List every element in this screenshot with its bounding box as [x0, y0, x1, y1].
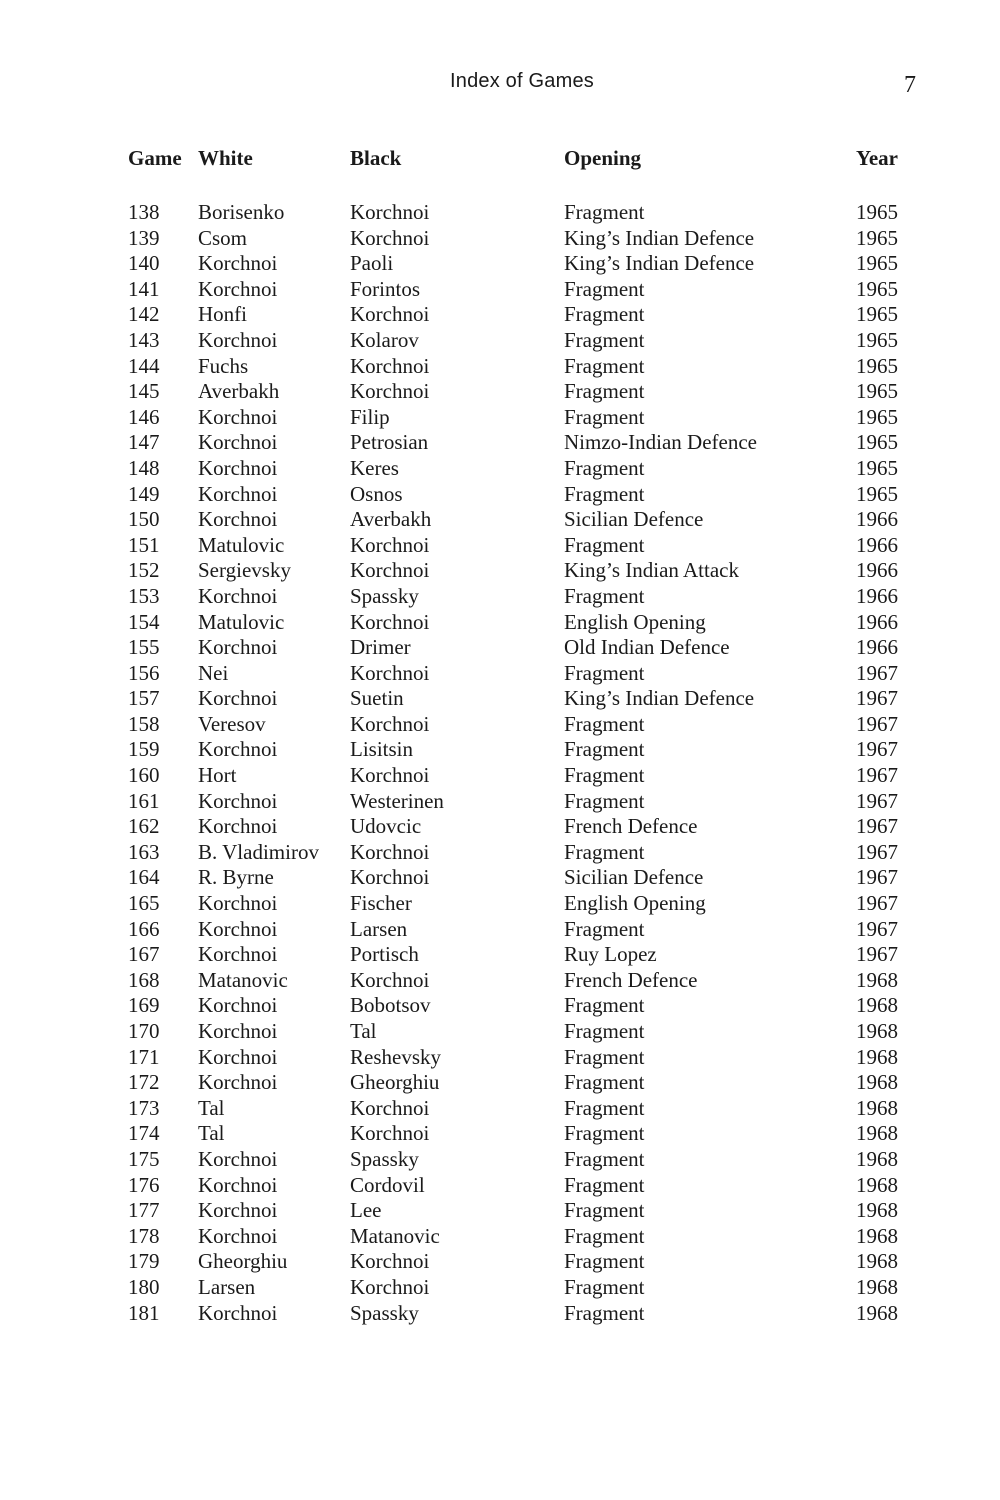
cell-game-number: 174: [128, 1121, 160, 1146]
table-row: [128, 942, 898, 968]
cell-black-player: Kolarov: [350, 327, 419, 352]
cell-game-number: 151: [128, 532, 160, 557]
cell-black-player: Larsen: [350, 916, 408, 941]
cell-white-player: Korchnoi: [198, 1019, 278, 1043]
cell-black-player: Korchnoi: [350, 558, 430, 583]
table-row: [128, 1173, 898, 1199]
cell-year: 1965: [856, 379, 898, 404]
cell-opening: French Defence: [564, 814, 698, 839]
cell-year: 1966: [856, 532, 898, 557]
cell-black-player: Korchnoi: [350, 379, 430, 404]
table-row: [128, 328, 898, 354]
cell-opening: Sicilian Defence: [564, 865, 704, 890]
cell-game-number: 156: [128, 660, 160, 685]
cell-black-player: Drimer: [350, 635, 411, 660]
table-row: [128, 968, 898, 994]
cell-opening: Old Indian Defence: [564, 635, 730, 660]
cell-opening: Fragment: [564, 327, 645, 352]
cell-opening: English Opening: [564, 609, 706, 634]
table-row: [128, 1070, 898, 1096]
cell-year: 1965: [856, 481, 898, 506]
cell-opening: Nimzo-Indian Defence: [564, 430, 757, 455]
cell-year: 1966: [856, 635, 898, 660]
cell-game-number: 160: [128, 763, 160, 788]
cell-opening: Fragment: [564, 660, 645, 685]
cell-year: 1965: [856, 455, 898, 480]
cell-white-player: Korchnoi: [198, 507, 278, 532]
cell-black-player: Forintos: [350, 276, 421, 301]
cell-year: 1968: [856, 1223, 898, 1248]
cell-white-player: Korchnoi: [198, 404, 278, 429]
table-row: [128, 1147, 898, 1173]
table-row: [128, 302, 898, 328]
cell-white-player: Nei: [198, 660, 229, 685]
cell-black-player: Lisitsin: [350, 737, 414, 762]
cell-opening: Fragment: [564, 1095, 645, 1120]
cell-black-player: Lee: [350, 1198, 382, 1223]
cell-opening: Fragment: [564, 916, 645, 941]
cell-year: 1968: [856, 1121, 898, 1146]
cell-black-player: Korchnoi: [350, 200, 430, 224]
cell-opening: Fragment: [564, 763, 645, 788]
cell-opening: Fragment: [564, 200, 645, 224]
table-row: [128, 558, 898, 584]
cell-white-player: Korchnoi: [198, 1070, 278, 1095]
cell-game-number: 152: [128, 558, 160, 583]
cell-game-number: 178: [128, 1223, 160, 1248]
cell-white-player: Korchnoi: [198, 814, 278, 839]
cell-year: 1968: [856, 967, 898, 992]
cell-black-player: Korchnoi: [350, 532, 430, 557]
cell-opening: Fragment: [564, 1019, 645, 1043]
cell-opening: Fragment: [564, 276, 645, 301]
cell-black-player: Korchnoi: [350, 865, 430, 890]
cell-year: 1967: [856, 891, 898, 916]
cell-white-player: Korchnoi: [198, 583, 278, 608]
cell-opening: Fragment: [564, 404, 645, 429]
table-row: [128, 405, 898, 431]
cell-opening: Fragment: [564, 481, 645, 506]
table-row: [128, 482, 898, 508]
cell-year: 1965: [856, 327, 898, 352]
cell-opening: Fragment: [564, 302, 645, 327]
cell-game-number: 141: [128, 276, 160, 301]
cell-white-player: Korchnoi: [198, 686, 278, 711]
cell-white-player: Korchnoi: [198, 1044, 278, 1069]
cell-year: 1967: [856, 788, 898, 813]
cell-black-player: Spassky: [350, 1300, 419, 1325]
column-header-year: Year: [856, 146, 898, 170]
cell-opening: Fragment: [564, 1172, 645, 1197]
cell-game-number: 180: [128, 1274, 160, 1299]
cell-year: 1967: [856, 660, 898, 685]
cell-black-player: Westerinen: [350, 788, 444, 813]
cell-game-number: 168: [128, 967, 160, 992]
table-row: [128, 277, 898, 303]
table-row: [128, 1019, 898, 1045]
cell-game-number: 164: [128, 865, 160, 890]
cell-black-player: Korchnoi: [350, 1249, 430, 1274]
table-row: [128, 1096, 898, 1122]
cell-game-number: 159: [128, 737, 160, 762]
cell-white-player: Korchnoi: [198, 916, 278, 941]
cell-year: 1968: [856, 1070, 898, 1095]
cell-year: 1968: [856, 1300, 898, 1325]
cell-white-player: Hort: [198, 763, 237, 788]
cell-white-player: B. Vladimirov: [198, 839, 319, 864]
cell-game-number: 165: [128, 891, 160, 916]
cell-black-player: Korchnoi: [350, 763, 430, 788]
table-row: [128, 789, 898, 815]
cell-year: 1968: [856, 1249, 898, 1274]
cell-game-number: 153: [128, 583, 160, 608]
cell-white-player: Borisenko: [198, 200, 285, 224]
cell-opening: King’s Indian Defence: [564, 225, 755, 250]
cell-opening: Fragment: [564, 1146, 645, 1171]
table-row: [128, 635, 898, 661]
cell-opening: Fragment: [564, 711, 645, 736]
cell-white-player: Korchnoi: [198, 430, 278, 455]
cell-year: 1966: [856, 583, 898, 608]
table-row: [128, 763, 898, 789]
cell-white-player: Csom: [198, 225, 248, 250]
cell-game-number: 167: [128, 942, 160, 967]
table-row: [128, 200, 898, 226]
cell-black-player: Korchnoi: [350, 967, 430, 992]
cell-white-player: Korchnoi: [198, 1198, 278, 1223]
cell-game-number: 170: [128, 1019, 160, 1043]
table-row: [128, 456, 898, 482]
cell-game-number: 162: [128, 814, 160, 839]
cell-black-player: Reshevsky: [350, 1044, 441, 1069]
table-row: [128, 226, 898, 252]
cell-black-player: Osnos: [350, 481, 403, 506]
cell-year: 1968: [856, 1146, 898, 1171]
table-row: [128, 1198, 898, 1224]
cell-opening: Fragment: [564, 353, 645, 378]
cell-year: 1968: [856, 1019, 898, 1043]
cell-game-number: 143: [128, 327, 160, 352]
cell-white-player: Korchnoi: [198, 788, 278, 813]
table-row: [128, 533, 898, 559]
cell-year: 1965: [856, 353, 898, 378]
cell-opening: Fragment: [564, 1249, 645, 1274]
cell-opening: Fragment: [564, 1300, 645, 1325]
cell-opening: Fragment: [564, 993, 645, 1018]
table-row: [128, 840, 898, 866]
cell-year: 1966: [856, 558, 898, 583]
cell-black-player: Korchnoi: [350, 660, 430, 685]
cell-white-player: Korchnoi: [198, 251, 278, 276]
cell-opening: Fragment: [564, 455, 645, 480]
cell-game-number: 157: [128, 686, 160, 711]
cell-game-number: 144: [128, 353, 160, 378]
cell-opening: Fragment: [564, 379, 645, 404]
cell-game-number: 177: [128, 1198, 160, 1223]
cell-year: 1965: [856, 251, 898, 276]
table-row: [128, 661, 898, 687]
cell-white-player: Gheorghiu: [198, 1249, 288, 1274]
cell-game-number: 169: [128, 993, 160, 1018]
cell-game-number: 166: [128, 916, 160, 941]
cell-game-number: 173: [128, 1095, 160, 1120]
table-row: [128, 891, 898, 917]
cell-white-player: Korchnoi: [198, 1223, 278, 1248]
cell-white-player: Matulovic: [198, 532, 285, 557]
cell-white-player: Korchnoi: [198, 635, 278, 660]
cell-year: 1966: [856, 507, 898, 532]
table-row: [128, 814, 898, 840]
cell-white-player: Korchnoi: [198, 1300, 278, 1325]
cell-black-player: Filip: [350, 404, 390, 429]
cell-white-player: Korchnoi: [198, 1146, 278, 1171]
cell-black-player: Suetin: [350, 686, 404, 711]
cell-year: 1967: [856, 686, 898, 711]
cell-game-number: 154: [128, 609, 160, 634]
cell-white-player: Honfi: [198, 302, 247, 327]
table-row: [128, 379, 898, 405]
cell-black-player: Spassky: [350, 583, 419, 608]
cell-black-player: Fischer: [350, 891, 412, 916]
cell-game-number: 161: [128, 788, 160, 813]
cell-year: 1965: [856, 276, 898, 301]
cell-opening: Fragment: [564, 1274, 645, 1299]
page-number: 7: [904, 72, 916, 98]
column-header-white: White: [198, 146, 253, 170]
cell-year: 1968: [856, 1198, 898, 1223]
column-header-opening: Opening: [564, 146, 642, 170]
cell-white-player: R. Byrne: [198, 865, 274, 890]
cell-white-player: Fuchs: [198, 353, 249, 378]
cell-year: 1968: [856, 993, 898, 1018]
table-row: [128, 686, 898, 712]
table-header-row: [128, 146, 898, 178]
cell-white-player: Tal: [198, 1095, 225, 1120]
cell-white-player: Matulovic: [198, 609, 285, 634]
cell-game-number: 145: [128, 379, 160, 404]
column-header-black: Black: [350, 146, 402, 170]
table-row: [128, 1045, 898, 1071]
cell-game-number: 176: [128, 1172, 160, 1197]
cell-year: 1967: [856, 814, 898, 839]
cell-game-number: 148: [128, 455, 160, 480]
cell-game-number: 140: [128, 251, 160, 276]
table-row: [128, 737, 898, 763]
cell-black-player: Korchnoi: [350, 609, 430, 634]
table-row: [128, 993, 898, 1019]
table-row: [128, 712, 898, 738]
cell-year: 1965: [856, 225, 898, 250]
cell-game-number: 149: [128, 481, 160, 506]
cell-black-player: Spassky: [350, 1146, 419, 1171]
cell-year: 1965: [856, 430, 898, 455]
cell-opening: Fragment: [564, 1223, 645, 1248]
cell-game-number: 146: [128, 404, 160, 429]
cell-white-player: Sergievsky: [198, 558, 291, 583]
cell-white-player: Korchnoi: [198, 942, 278, 967]
column-header-game: Game: [128, 146, 182, 170]
cell-year: 1965: [856, 302, 898, 327]
cell-black-player: Paoli: [350, 251, 394, 276]
cell-game-number: 155: [128, 635, 160, 660]
cell-white-player: Larsen: [198, 1274, 256, 1299]
cell-opening: Fragment: [564, 737, 645, 762]
cell-game-number: 142: [128, 302, 160, 327]
cell-black-player: Tal: [350, 1019, 377, 1043]
cell-year: 1967: [856, 865, 898, 890]
cell-game-number: 181: [128, 1300, 160, 1325]
cell-year: 1967: [856, 737, 898, 762]
cell-year: 1967: [856, 839, 898, 864]
table-row: [128, 1249, 898, 1275]
table-row: [128, 430, 898, 456]
cell-black-player: Averbakh: [350, 507, 432, 532]
cell-black-player: Korchnoi: [350, 302, 430, 327]
table-row: [128, 610, 898, 636]
cell-opening: Fragment: [564, 583, 645, 608]
cell-year: 1968: [856, 1172, 898, 1197]
cell-black-player: Korchnoi: [350, 353, 430, 378]
cell-opening: Fragment: [564, 788, 645, 813]
table-row: [128, 354, 898, 380]
cell-opening: Fragment: [564, 1198, 645, 1223]
cell-white-player: Korchnoi: [198, 455, 278, 480]
cell-game-number: 158: [128, 711, 160, 736]
cell-black-player: Bobotsov: [350, 993, 431, 1018]
cell-year: 1965: [856, 200, 898, 224]
cell-year: 1966: [856, 609, 898, 634]
cell-black-player: Petrosian: [350, 430, 429, 455]
cell-year: 1967: [856, 916, 898, 941]
cell-year: 1968: [856, 1095, 898, 1120]
table-row: [128, 1121, 898, 1147]
cell-game-number: 179: [128, 1249, 160, 1274]
cell-black-player: Korchnoi: [350, 1121, 430, 1146]
cell-game-number: 171: [128, 1044, 160, 1069]
table-row: [128, 1275, 898, 1301]
cell-opening: Fragment: [564, 839, 645, 864]
cell-game-number: 172: [128, 1070, 160, 1095]
cell-white-player: Averbakh: [198, 379, 280, 404]
cell-opening: French Defence: [564, 967, 698, 992]
cell-white-player: Tal: [198, 1121, 225, 1146]
cell-white-player: Veresov: [198, 711, 266, 736]
cell-opening: Sicilian Defence: [564, 507, 704, 532]
games-index-table: [128, 146, 898, 1326]
cell-game-number: 138: [128, 200, 160, 224]
cell-game-number: 175: [128, 1146, 160, 1171]
cell-black-player: Keres: [350, 455, 399, 480]
cell-opening: King’s Indian Attack: [564, 558, 739, 583]
cell-opening: Fragment: [564, 1121, 645, 1146]
cell-white-player: Korchnoi: [198, 737, 278, 762]
cell-game-number: 163: [128, 839, 160, 864]
cell-opening: Fragment: [564, 1044, 645, 1069]
cell-black-player: Korchnoi: [350, 225, 430, 250]
cell-white-player: Korchnoi: [198, 481, 278, 506]
cell-white-player: Korchnoi: [198, 891, 278, 916]
table-row: [128, 251, 898, 277]
cell-white-player: Korchnoi: [198, 1172, 278, 1197]
table-row: [128, 584, 898, 610]
cell-game-number: 150: [128, 507, 160, 532]
cell-black-player: Gheorghiu: [350, 1070, 440, 1095]
cell-black-player: Korchnoi: [350, 1095, 430, 1120]
cell-black-player: Korchnoi: [350, 839, 430, 864]
cell-year: 1965: [856, 404, 898, 429]
table-row: [128, 507, 898, 533]
table-row: [128, 1301, 898, 1327]
cell-opening: English Opening: [564, 891, 706, 916]
cell-white-player: Matanovic: [198, 967, 288, 992]
cell-opening: King’s Indian Defence: [564, 686, 755, 711]
table-row: [128, 917, 898, 943]
cell-opening: Ruy Lopez: [564, 942, 657, 967]
cell-game-number: 147: [128, 430, 160, 455]
table-row: [128, 865, 898, 891]
cell-black-player: Cordovil: [350, 1172, 425, 1197]
cell-game-number: 139: [128, 225, 160, 250]
cell-year: 1968: [856, 1044, 898, 1069]
cell-black-player: Korchnoi: [350, 1274, 430, 1299]
cell-black-player: Udovcic: [350, 814, 422, 839]
cell-year: 1967: [856, 942, 898, 967]
cell-white-player: Korchnoi: [198, 327, 278, 352]
cell-black-player: Portisch: [350, 942, 419, 967]
cell-black-player: Korchnoi: [350, 711, 430, 736]
running-head-title: Index of Games: [450, 70, 594, 92]
cell-black-player: Matanovic: [350, 1223, 440, 1248]
cell-year: 1968: [856, 1274, 898, 1299]
cell-opening: Fragment: [564, 1070, 645, 1095]
games-table-body: [128, 200, 898, 1326]
table-row: [128, 1224, 898, 1250]
cell-white-player: Korchnoi: [198, 993, 278, 1018]
cell-year: 1967: [856, 711, 898, 736]
cell-opening: Fragment: [564, 532, 645, 557]
cell-white-player: Korchnoi: [198, 276, 278, 301]
cell-opening: King’s Indian Defence: [564, 251, 755, 276]
cell-year: 1967: [856, 763, 898, 788]
